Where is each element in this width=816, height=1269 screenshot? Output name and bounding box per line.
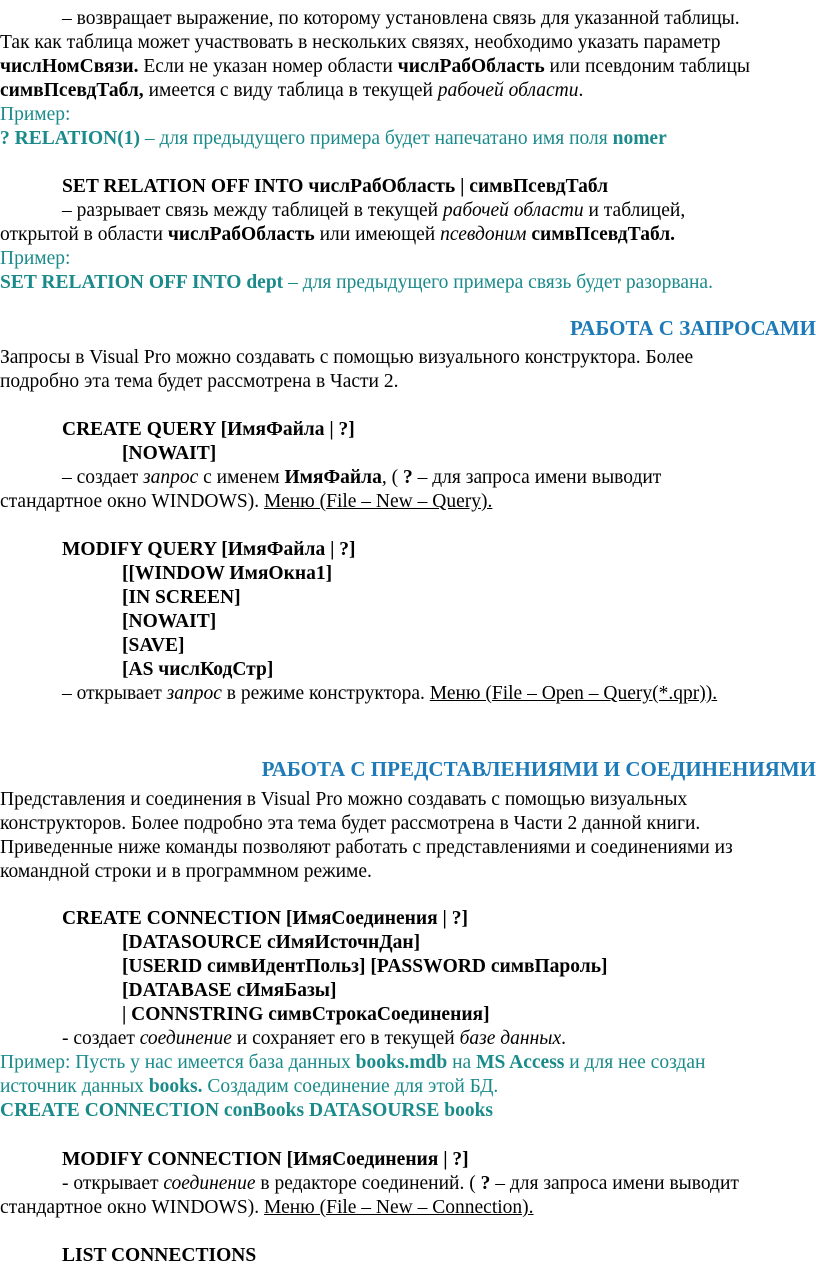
set-relation-example: [0, 271, 713, 295]
text: SET RELATION OFF INTO числРабОбласть | симвПсевдТабл: [62, 176, 609, 197]
text: и сохраняет его в текущей: [231, 1028, 460, 1049]
modify-query-desc: [62, 682, 717, 706]
text: .: [561, 1028, 566, 1049]
text: РАБОТА С ЗАПРОСАМИ: [570, 316, 816, 340]
views-intro-line2: [0, 812, 700, 836]
param: ИмяФайла: [284, 467, 382, 488]
views-intro-line3: [0, 836, 733, 860]
text: Так как таблица может участвовать в нескольких связях, необходимо указать параметр: [0, 32, 721, 53]
text: РАБОТА С ПРЕДСТАВЛЕНИЯМИ И СОЕДИНЕНИЯМИ: [261, 757, 816, 781]
text: – для предыдущего примера связь будет разорвана.: [283, 272, 713, 293]
term: запрос: [143, 467, 199, 488]
relation-desc-line4: [0, 79, 583, 103]
text: – возвращает выражение, по которому установлена связь для указанной таблицы.: [62, 8, 740, 29]
text: [IN SCREEN]: [122, 587, 241, 608]
text: – для запроса имени выводит: [412, 467, 662, 488]
param: числНомСвязи.: [0, 56, 139, 77]
create-connection-option: [122, 1003, 490, 1027]
text: стандартное окно WINDOWS).: [0, 491, 264, 512]
text: командной строки и в программном режиме.: [0, 861, 372, 882]
text: LIST CONNECTIONS: [62, 1245, 257, 1266]
create-connection-option: [122, 979, 337, 1003]
text: - создает: [62, 1028, 140, 1049]
connection-example-code: [0, 1099, 493, 1123]
text: Пример:: [0, 248, 71, 269]
queries-heading: [570, 316, 816, 340]
term: псевдоним: [440, 224, 527, 245]
param: ?: [403, 467, 413, 488]
text: подробно эта тема будет рассмотрена в Части 2.: [0, 371, 399, 392]
code: MS Access: [476, 1052, 565, 1073]
term: рабочей области: [442, 200, 584, 221]
create-query-option: [122, 442, 216, 466]
code: nomer: [612, 128, 667, 149]
text: конструкторов. Более подробно эта тема будет рассмотрена в Части 2 данной книги.: [0, 813, 701, 834]
text: Представления и соединения в Visual Pro можно создавать с помощью визуальных: [0, 789, 688, 810]
menu-path: Меню (File – New – Query).: [263, 491, 493, 512]
code: ? RELATION(1): [0, 128, 140, 149]
text: на: [447, 1052, 477, 1073]
text: MODIFY CONNECTION [ИмяСоединения | ?]: [62, 1149, 469, 1170]
list-connections-syntax: [62, 1244, 256, 1268]
text: в редакторе соединений. (: [255, 1173, 481, 1194]
modify-query-syntax: [62, 538, 355, 562]
param: ?: [480, 1173, 491, 1194]
menu-path: Меню (File – New – Connection).: [263, 1197, 534, 1218]
text: источник данных: [0, 1076, 149, 1097]
create-query-desc-line1: [62, 466, 661, 490]
modify-connection-desc-line1: [62, 1172, 739, 1196]
relation-desc-line3: [0, 55, 750, 79]
text: Пример:: [0, 104, 71, 125]
relation-desc-line2: [0, 31, 721, 55]
code: SET RELATION OFF INTO dept: [0, 272, 284, 293]
modify-query-option: [122, 610, 216, 634]
param: симвПсевдТабл,: [0, 80, 144, 101]
text: [[WINDOW ИмяОкна1]: [122, 563, 333, 584]
create-query-desc-line2: [0, 490, 492, 514]
create-connection-desc: [62, 1027, 566, 1051]
connection-example-line1: [0, 1051, 705, 1075]
queries-intro-line1: [0, 346, 693, 370]
text: [SAVE]: [122, 635, 185, 656]
param: числРабОбласть: [167, 224, 315, 245]
param: симвПсевдТабл.: [531, 224, 676, 245]
menu-path: Меню (File – Open – Query(*.qpr)).: [429, 683, 718, 704]
modify-query-option: [122, 586, 241, 610]
create-connection-option: [122, 931, 420, 955]
set-relation-desc-line2: [0, 223, 675, 247]
text: | CONNSTRING симвСтрокаСоединения]: [122, 1004, 490, 1025]
text: [NOWAIT]: [122, 443, 217, 464]
text: Создадим соединение для этой БД.: [202, 1076, 499, 1097]
text: [AS числКодСтр]: [122, 659, 274, 680]
text: – для запроса имени выводит: [490, 1173, 739, 1194]
text: – для предыдущего примера будет напечатано имя поля: [139, 128, 613, 149]
modify-connection-syntax: [62, 1148, 469, 1172]
text: [USERID симвИдентПольз] [PASSWORD симвПароль]: [122, 956, 608, 977]
connection-example-line2: [0, 1075, 498, 1099]
example-label: [0, 247, 70, 271]
relation-example: [0, 127, 667, 151]
modify-query-option: [122, 634, 185, 658]
text: - открывает: [62, 1173, 164, 1194]
text: или имеющей: [314, 224, 441, 245]
text: с именем: [198, 467, 285, 488]
views-intro-line1: [0, 788, 687, 812]
text: Пример: Пусть у нас имеется база данных: [0, 1052, 356, 1073]
term: соединение: [139, 1028, 232, 1049]
text: [NOWAIT]: [122, 611, 217, 632]
text: [DATABASE сИмяБазы]: [122, 980, 337, 1001]
term: запрос: [166, 683, 222, 704]
create-connection-option: [122, 955, 608, 979]
text: CREATE QUERY [ИмяФайла | ?]: [62, 419, 355, 440]
term: базе данных: [459, 1028, 562, 1049]
modify-query-option: [122, 562, 332, 586]
text: и для нее создан: [564, 1052, 706, 1073]
text: CREATE CONNECTION conBooks DATASOURSE books: [0, 1100, 494, 1121]
text: – открывает: [62, 683, 167, 704]
views-heading: [262, 757, 816, 781]
text: имеется с виду таблица в текущей: [143, 80, 438, 101]
text: .: [578, 80, 584, 101]
text: MODIFY QUERY [ИмяФайла | ?]: [62, 539, 356, 560]
text: и таблицей,: [583, 200, 686, 221]
text: Если не указан номер области: [138, 56, 398, 77]
example-label: [0, 103, 70, 127]
modify-connection-desc-line2: [0, 1196, 534, 1220]
text: стандартное окно WINDOWS).: [0, 1197, 264, 1218]
relation-desc-line1: [62, 7, 740, 31]
term: соединение: [163, 1173, 256, 1194]
text: [DATASOURCE сИмяИсточнДан]: [122, 932, 421, 953]
modify-query-option: [122, 658, 273, 682]
text: , (: [381, 467, 403, 488]
set-relation-syntax: [62, 175, 608, 199]
code: books.: [148, 1076, 203, 1097]
create-connection-syntax: [62, 907, 468, 931]
term: рабочей области: [437, 80, 579, 101]
queries-intro-line2: [0, 370, 398, 394]
text: в режиме конструктора.: [221, 683, 430, 704]
views-intro-line4: [0, 860, 372, 884]
text: или псевдоним таблицы: [544, 56, 751, 77]
set-relation-desc-line1: [62, 199, 685, 223]
text: – создает: [62, 467, 144, 488]
code: books.mdb: [355, 1052, 448, 1073]
param: числРабОбласть: [397, 56, 545, 77]
create-query-syntax: [62, 418, 355, 442]
text: Приведенные ниже команды позволяют работать с представлениями и соединениями из: [0, 837, 733, 858]
text: – разрывает связь между таблицей в текущей: [62, 200, 443, 221]
text: открытой в области: [0, 224, 168, 245]
text: CREATE CONNECTION [ИмяСоединения | ?]: [62, 908, 468, 929]
text: Запросы в Visual Pro можно создавать с помощью визуального конструктора. Более: [0, 347, 694, 368]
